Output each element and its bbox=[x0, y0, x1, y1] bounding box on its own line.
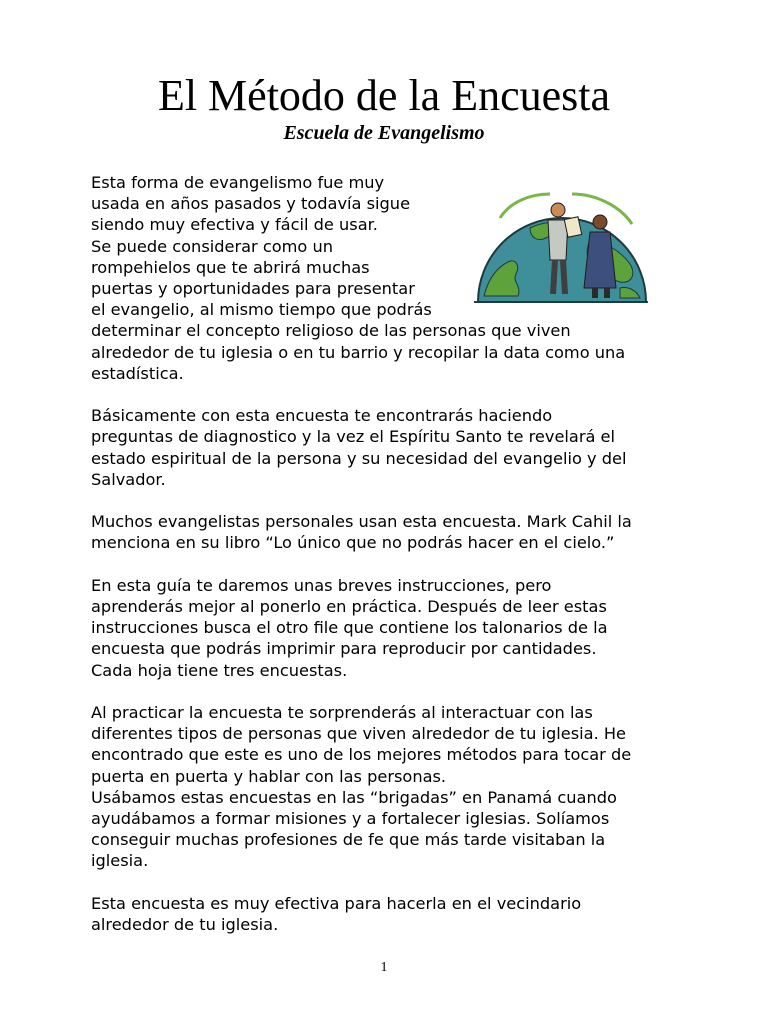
text-line: menciona en su libro “Lo único que no podrás hacer en el cielo.” bbox=[91, 533, 615, 553]
text-line: Usábamos estas encuestas en las “brigadas” en Panamá cuando bbox=[91, 787, 617, 807]
text-line: diferentes tipos de personas que viven alrededor de tu iglesia. He bbox=[91, 724, 626, 744]
text-line: encuesta que podrás imprimir para reproducir por cantidades. bbox=[91, 639, 597, 659]
text-line: usada en años pasados y todavía sigue bbox=[91, 194, 411, 214]
text-line: Cada hoja tiene tres encuestas. bbox=[91, 660, 348, 680]
text-line: estadística. bbox=[91, 363, 184, 383]
body-text bbox=[91, 172, 691, 935]
text-line: rompehielos que te abrirá muchas bbox=[91, 257, 370, 277]
text-line: conseguir muchas profesiones de fe que más tarde visitaban la bbox=[91, 830, 606, 850]
text-line: puerta en puerta y hablar con las personas. bbox=[91, 766, 447, 786]
text-line: ayudábamos a formar misiones y a fortalecer iglesias. Solíamos bbox=[91, 809, 610, 829]
text-line: Se puede considerar como un bbox=[91, 236, 333, 256]
paragraph bbox=[91, 172, 691, 384]
paragraph-gap bbox=[91, 554, 691, 575]
text-line: Básicamente con esta encuesta te encontrarás haciendo bbox=[91, 406, 553, 426]
page-subtitle: Escuela de Evangelismo bbox=[283, 122, 485, 144]
paragraph-gap bbox=[91, 490, 691, 511]
paragraph bbox=[91, 511, 691, 553]
text-line: estado espiritual de la persona y su necesidad del evangelio y del bbox=[91, 448, 627, 468]
paragraph bbox=[91, 893, 691, 935]
text-line: Esta forma de evangelismo fue muy bbox=[91, 173, 385, 192]
text-line: iglesia. bbox=[91, 851, 149, 871]
text-line: el evangelio, al mismo tiempo que podrás bbox=[91, 300, 432, 320]
text-line: aprenderás mejor al ponerlo en práctica. Después de leer estas bbox=[91, 597, 607, 617]
text-line: alrededor de tu iglesia. bbox=[91, 915, 279, 935]
text-line: En esta guía te daremos unas breves instrucciones, pero bbox=[91, 575, 552, 595]
text-line: encontrado que este es uno de los mejores métodos para tocar de bbox=[91, 745, 632, 765]
text-line: alrededor de tu iglesia o en tu barrio y recopilar la data como una bbox=[91, 342, 626, 362]
paragraph bbox=[91, 702, 691, 872]
text-line: Al practicar la encuesta te sorprenderás al interactuar con las bbox=[91, 703, 593, 723]
paragraph-gap bbox=[91, 681, 691, 702]
text-line: Salvador. bbox=[91, 469, 166, 489]
text-line: siendo muy efectiva y fácil de usar. bbox=[91, 215, 378, 235]
text-line: puertas y oportunidades para presentar bbox=[91, 279, 415, 299]
text-line: instrucciones busca el otro file que contiene los talonarios de la bbox=[91, 618, 608, 638]
paragraph bbox=[91, 405, 691, 490]
paragraph bbox=[91, 575, 691, 681]
paragraph-gap bbox=[91, 872, 691, 893]
text-line: preguntas de diagnostico y la vez el Espíritu Santo te revelará el bbox=[91, 427, 616, 447]
paragraph-gap bbox=[91, 384, 691, 405]
page-number: 1 bbox=[380, 960, 388, 975]
text-line: Muchos evangelistas personales usan esta encuesta. Mark Cahil la bbox=[91, 512, 632, 532]
text-line: determinar el concepto religioso de las personas que viven bbox=[91, 321, 571, 341]
text-line: Esta encuesta es muy efectiva para hacerla en el vecindario bbox=[91, 893, 582, 913]
page-title: El Método de la Encuesta bbox=[157, 71, 611, 120]
